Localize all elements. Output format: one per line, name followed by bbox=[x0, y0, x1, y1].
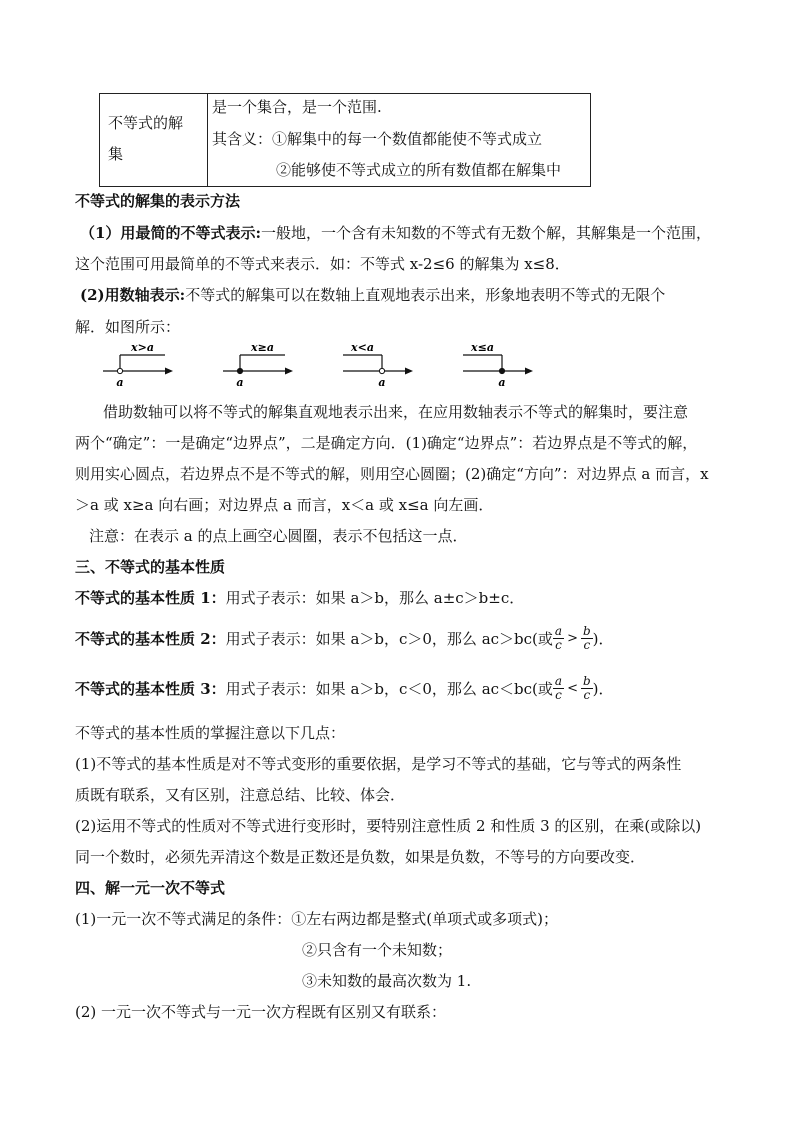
number-line-arrowhead bbox=[285, 368, 293, 375]
section4-heading: 四、解一元一次不等式 bbox=[75, 879, 226, 897]
table-def-line3: ②能够使不等式成立的所有数值都在解集中 bbox=[276, 161, 562, 179]
inequality-label: x<a bbox=[351, 341, 374, 354]
frac-numerator: b bbox=[582, 623, 591, 638]
explain-line4: ＞a 或 x≥a 向右画；对边界点 a 而言，x＜a 或 x≤a 向左画． bbox=[75, 496, 494, 514]
property-1-text: 用式子表示：如果 a＞b，那么 a±c＞b±c． bbox=[225, 589, 525, 607]
frac-numerator: b bbox=[582, 673, 591, 688]
solution-set-definition-table bbox=[99, 93, 591, 187]
property-2-close: )． bbox=[592, 629, 614, 648]
rep-paragraph-2 bbox=[80, 284, 665, 305]
boundary-point-label: a bbox=[378, 376, 386, 389]
property-3-relation: < bbox=[567, 680, 578, 696]
note1-line1: (1)不等式的基本性质是对不等式变形的重要依据，是学习不等式的基础，它与等式的两条性 bbox=[75, 755, 682, 773]
table-def-line1: 是一个集合，是一个范围. bbox=[212, 98, 382, 116]
condition-line4: (2) 一元一次不等式与一元一次方程既有区别又有联系： bbox=[75, 1003, 447, 1021]
property-3-label: 不等式的基本性质 3： bbox=[75, 679, 226, 698]
inequality-label: x>a bbox=[131, 341, 154, 354]
property-3-frac-right bbox=[581, 675, 593, 702]
explain-line3: 则用实心圆点，若边界点不是不等式的解，则用空心圆圈；(2)确定“方向”：对边界点 a 而言，x bbox=[75, 465, 709, 483]
table-def-line2: 其含义：①解集中的每一个数值都能使不等式成立 bbox=[212, 130, 543, 148]
table-label-line2: 集 bbox=[108, 145, 124, 163]
property-1 bbox=[75, 587, 524, 608]
condition-line1: (1)一元一次不等式满足的条件：①左右两边都是整式(单项式或多项式)； bbox=[75, 910, 558, 928]
property-2-label: 不等式的基本性质 2： bbox=[75, 629, 226, 648]
rep-p1-bold: 最简的不等式表示: bbox=[135, 224, 261, 242]
rep-p1-prefix: （1）用 bbox=[80, 224, 136, 242]
rep-heading: 不等式的解集的表示方法 bbox=[75, 192, 241, 210]
boundary-point-label: a bbox=[236, 376, 244, 389]
number-line-diagrams bbox=[95, 338, 535, 390]
boundary-point-label: a bbox=[498, 376, 506, 389]
frac-denominator: c bbox=[555, 687, 562, 702]
frac-denominator: c bbox=[583, 637, 591, 652]
table-label-cell bbox=[100, 94, 208, 186]
hollow-boundary-point bbox=[117, 368, 122, 373]
note2-line1: (2)运用不等式的性质对不等式进行变形时，要特别注意性质 2 和性质 3 的区别，在乘(或除以) bbox=[75, 817, 702, 835]
solid-boundary-point bbox=[499, 368, 504, 373]
explain-line2: 两个“确定”：一是确定“边界点”，二是确定方向．(1)确定“边界点”：若边界点是不等式的解， bbox=[75, 434, 698, 452]
rep-p2-line2: 解．如图所示： bbox=[75, 318, 181, 336]
rep-p2-bold: 数轴表示: bbox=[119, 286, 186, 304]
section3-heading: 三、不等式的基本性质 bbox=[75, 558, 226, 576]
inequality-label: x≤a bbox=[471, 341, 494, 354]
frac-denominator: c bbox=[583, 687, 591, 702]
boundary-point-label: a bbox=[116, 376, 124, 389]
number-line-arrowhead bbox=[525, 368, 533, 375]
property-2-relation: > bbox=[567, 630, 578, 646]
frac-denominator: c bbox=[555, 637, 562, 652]
rep-paragraph-1 bbox=[80, 222, 711, 243]
table-label-line1: 不等式的解 bbox=[108, 114, 184, 132]
number-line-arrowhead bbox=[165, 368, 173, 375]
property-3-close: )． bbox=[592, 679, 614, 698]
condition-line3: ③未知数的最高次数为 1. bbox=[302, 972, 472, 990]
property-2-text: 用式子表示：如果 a＞b，c＞0，那么 ac＞bc(或 bbox=[225, 629, 553, 648]
rep-p2-rest: 不等式的解集可以在数轴上直观地表示出来，形象地表明不等式的无限个 bbox=[185, 286, 666, 304]
rep-p2-prefix: (2)用 bbox=[80, 286, 120, 304]
note1-line2: 质既有联系，又有区别，注意总结、比较、体会． bbox=[75, 786, 406, 804]
rep-p1-line2: 这个范围可用最简单的不等式来表示．如：不等式 x-2≤6 的解集为 x≤8． bbox=[75, 255, 570, 273]
condition-line2: ②只含有一个未知数； bbox=[302, 941, 453, 959]
property-3-text: 用式子表示：如果 a＞b，c＜0，那么 ac＜bc(或 bbox=[225, 679, 553, 698]
frac-numerator: a bbox=[554, 623, 563, 638]
property-3-frac-left bbox=[553, 675, 564, 702]
solid-boundary-point bbox=[237, 368, 242, 373]
explain-line1: 借助数轴可以将不等式的解集直观地表示出来，在应用数轴表示不等式的解集时，要注意 bbox=[103, 403, 689, 421]
note2-line2: 同一个数时，必须先弄清这个数是正数还是负数，如果是负数，不等号的方向要改变． bbox=[75, 848, 646, 866]
property-3 bbox=[75, 668, 614, 708]
property-2 bbox=[75, 618, 614, 658]
property-2-frac-right bbox=[581, 625, 593, 652]
number-line-arrowhead bbox=[405, 368, 413, 375]
explain-note: 注意：在表示 a 的点上画空心圆圈，表示不包括这一点． bbox=[89, 527, 468, 545]
rep-p1-rest: 一般地，一个含有未知数的不等式有无数个解，其解集是一个范围， bbox=[260, 224, 711, 242]
property-1-label: 不等式的基本性质 1： bbox=[75, 589, 226, 607]
frac-numerator: a bbox=[554, 673, 563, 688]
property-2-frac-left bbox=[553, 625, 564, 652]
hollow-boundary-point bbox=[379, 368, 384, 373]
notes-intro: 不等式的基本性质的掌握注意以下几点： bbox=[75, 724, 346, 742]
inequality-label: x≥a bbox=[251, 341, 274, 354]
